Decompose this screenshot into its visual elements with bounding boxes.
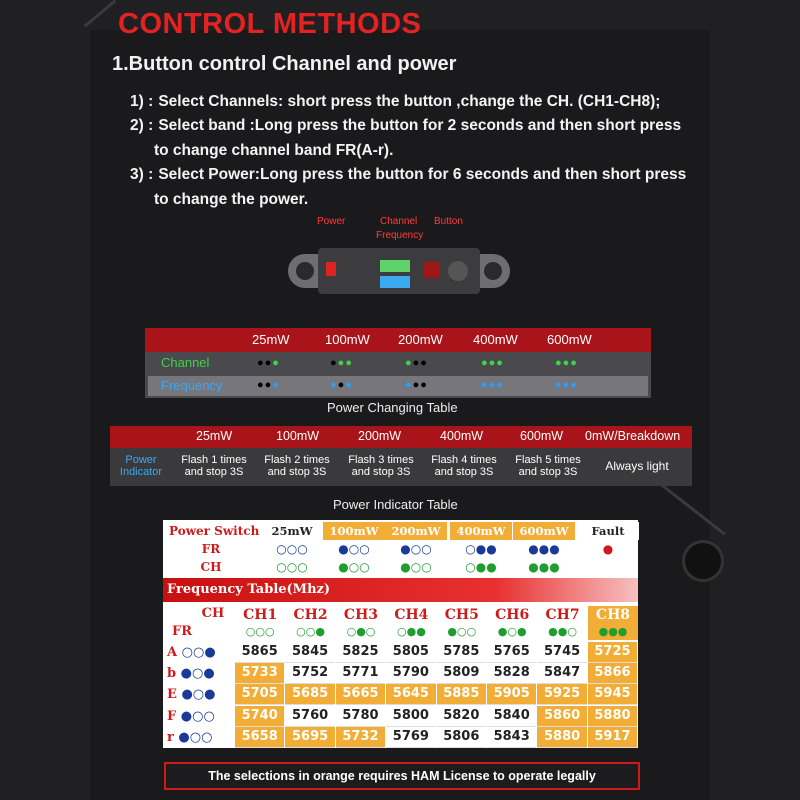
pit-cell-400mw: Flash 4 times and stop 3S xyxy=(431,454,497,478)
frequency-cell: 5865 xyxy=(235,642,284,663)
frequency-cell: 5866 xyxy=(588,663,637,684)
ch-dots: ●●● xyxy=(528,560,560,574)
frequency-cell: 5800 xyxy=(386,706,435,727)
ch-corner-label: CH xyxy=(201,606,225,621)
frequency-dots-25mw: ●●● xyxy=(257,379,280,391)
fr-dots: ●○○ xyxy=(400,542,432,556)
frequency-cell: 5880 xyxy=(588,706,637,727)
channel-dots: ○●● xyxy=(396,625,426,638)
frequency-cell: 5733 xyxy=(235,663,284,684)
step-text: Select Power:Long press the button for 6 seconds and then short press xyxy=(158,166,687,183)
frequency-cell: 5771 xyxy=(336,663,385,684)
pit-cell-600mw: Flash 5 times and stop 3S xyxy=(515,454,581,478)
frequency-dots-600mw: ●●● xyxy=(555,379,578,391)
frequency-cell: 5806 xyxy=(437,727,486,748)
frequency-cell: 5905 xyxy=(487,684,536,705)
channel-label: Channel xyxy=(161,355,210,370)
frequency-cell: 5765 xyxy=(487,642,536,663)
frequency-cell: 5945 xyxy=(588,684,637,705)
step-text: to change channel band FR(A-r). xyxy=(154,142,394,159)
frequency-cell: 5860 xyxy=(537,706,586,727)
frequency-cell: 5645 xyxy=(386,684,435,705)
power-indicator-label: Power Indicator xyxy=(119,454,163,478)
pit-cell-200mw: Flash 3 times and stop 3S xyxy=(348,454,414,478)
channel-dots-600mw: ●●● xyxy=(555,357,578,369)
frequency-cell: 5685 xyxy=(285,684,334,705)
page-title: CONTROL METHODS xyxy=(118,8,422,40)
frequency-cell: 5847 xyxy=(537,663,586,684)
channel-dots-100mw: ●●● xyxy=(330,357,353,369)
frequency-cell: 5825 xyxy=(336,642,385,663)
frequency-cell: 5732 xyxy=(336,727,385,748)
channel-dots: ●○○ xyxy=(447,625,477,638)
power-switch-header: Fault xyxy=(577,522,639,540)
frequency-cell: 5845 xyxy=(285,642,334,663)
frequency-dots-200mw: ●●● xyxy=(405,379,428,391)
pct-header-25mw: 25mW xyxy=(252,332,290,347)
frequency-cell: 5752 xyxy=(285,663,334,684)
channel-header: CH4 xyxy=(394,607,429,623)
channel-dots: ●○● xyxy=(497,625,527,638)
board-label-channel: Channel xyxy=(380,216,418,227)
channel-header: CH5 xyxy=(444,607,479,623)
frequency-cell: 5805 xyxy=(386,642,435,663)
frequency-power-table-content xyxy=(163,520,638,748)
fr-label: FR xyxy=(201,542,221,556)
pit-header-200mw: 200mW xyxy=(358,429,402,443)
channel-header: CH8 xyxy=(588,606,638,624)
step-number: 1) : xyxy=(130,93,154,110)
board-label-button: Button xyxy=(434,216,463,227)
channel-dots: ●●○ xyxy=(548,625,577,638)
channel-dots: ○●○ xyxy=(346,625,376,638)
channel-dots-25mw: ●●● xyxy=(257,357,280,369)
power-switch-header: 200mW xyxy=(385,522,447,540)
vtx-board-image xyxy=(288,248,510,294)
step-number: 2) : xyxy=(130,117,154,134)
ham-license-notice: The selections in orange requires HAM License to operate legally xyxy=(164,762,640,790)
power-switch-header: 600mW xyxy=(513,522,575,540)
fr-corner-label: FR xyxy=(171,624,193,639)
ch-dots: ○●● xyxy=(465,560,497,574)
step-text: Select Channels: short press the button ,change the CH. (CH1-CH8); xyxy=(158,93,661,110)
pct-header-400mw: 400mW xyxy=(473,332,518,347)
frequency-dots-400mw: ●●● xyxy=(481,379,504,391)
pit-header-400mw: 400mW xyxy=(440,429,484,443)
fr-dots: ○●● xyxy=(465,542,497,556)
frequency-cell: 5745 xyxy=(537,642,586,663)
pit-header-25mw: 25mW xyxy=(196,429,233,443)
power-switch-header: 400mW xyxy=(450,522,512,540)
frequency-label: Frequency xyxy=(161,378,223,393)
pit-cell-100mw: Flash 2 times and stop 3S xyxy=(264,454,330,478)
frequency-cell: 5785 xyxy=(437,642,486,663)
frequency-dots-100mw: ●●● xyxy=(330,379,353,391)
channel-dots-400mw: ●●● xyxy=(481,357,504,369)
pct-header-200mw: 200mW xyxy=(398,332,443,347)
frequency-cell: 5843 xyxy=(487,727,536,748)
band-label: r ●○○ xyxy=(167,729,213,745)
ch-dots: ●○○ xyxy=(400,560,432,574)
channel-header: CH2 xyxy=(293,607,328,623)
frequency-cell: 5740 xyxy=(235,706,284,727)
step-3 xyxy=(130,162,690,212)
decorative-knob xyxy=(682,540,724,582)
power-switch-header: 25mW xyxy=(261,522,323,540)
band-label: b ●○● xyxy=(167,666,215,682)
pct-header-600mw: 600mW xyxy=(547,332,592,347)
band-label: A ○○● xyxy=(167,645,216,660)
frequency-cell: 5809 xyxy=(437,663,486,684)
frequency-cell: 5725 xyxy=(588,642,637,663)
ch-dots: ●○○ xyxy=(338,560,370,574)
frequency-cell: 5760 xyxy=(285,706,334,727)
pit-cell-breakdown: Always light xyxy=(605,459,669,473)
power-indicator-caption: Power Indicator Table xyxy=(333,497,458,512)
step-number: 3) : xyxy=(130,166,154,183)
channel-header: CH3 xyxy=(343,607,379,623)
channel-header: CH1 xyxy=(243,607,278,623)
frequency-cell: 5925 xyxy=(537,684,586,705)
power-changing-caption: Power Changing Table xyxy=(327,400,458,415)
frequency-cell: 5840 xyxy=(487,706,536,727)
channel-dots: ○○● xyxy=(296,625,325,638)
band-label: E ●○● xyxy=(167,687,216,703)
frequency-cell: 5695 xyxy=(285,727,334,748)
channel-header: CH6 xyxy=(495,607,530,623)
step-1 xyxy=(130,89,690,114)
frequency-cell: 5665 xyxy=(336,684,385,705)
ch-label: CH xyxy=(200,560,222,574)
fr-dots: ●●● xyxy=(528,542,560,556)
frequency-cell: 5828 xyxy=(487,663,536,684)
step-text: to change the power. xyxy=(154,191,309,208)
fr-dots: ●○○ xyxy=(338,542,370,556)
power-switch-label: Power Switch xyxy=(163,522,265,540)
frequency-cell: 5780 xyxy=(336,706,385,727)
frequency-cell: 5705 xyxy=(235,684,284,705)
band-label: F ●○○ xyxy=(167,708,215,724)
channel-header: CH7 xyxy=(545,607,580,623)
frequency-cell: 5820 xyxy=(437,706,486,727)
channel-dots: ○○○ xyxy=(245,625,275,638)
pit-cell-25mw: Flash 1 times and stop 3S xyxy=(181,454,247,478)
step-2 xyxy=(130,113,690,163)
pit-header-100mw: 100mW xyxy=(276,429,320,443)
channel-dots-200mw: ●●● xyxy=(405,357,428,369)
frequency-cell: 5917 xyxy=(588,727,637,748)
section-subtitle: 1.Button control Channel and power xyxy=(112,53,457,75)
fr-dots: ○○○ xyxy=(276,542,308,556)
frequency-cell: 5769 xyxy=(386,727,435,748)
board-label-frequency: Frequency xyxy=(376,230,424,241)
frequency-cell: 5790 xyxy=(386,663,435,684)
frequency-table-title: Frequency Table(Mhz) xyxy=(167,582,331,597)
board-label-power: Power xyxy=(317,216,346,227)
channel-dots: ●●● xyxy=(588,624,638,640)
pct-header-100mw: 100mW xyxy=(325,332,370,347)
frequency-cell: 5880 xyxy=(537,727,586,748)
frequency-cell: 5885 xyxy=(437,684,486,705)
fr-dots: ● xyxy=(602,542,614,556)
pit-header-breakdown: 0mW/Breakdown xyxy=(585,429,681,443)
ch-dots: ○○○ xyxy=(276,560,308,574)
power-switch-header: 100mW xyxy=(323,522,385,540)
step-text: Select band :Long press the button for 2 seconds and then short press xyxy=(158,117,682,134)
frequency-cell: 5658 xyxy=(235,727,284,748)
decorative-line xyxy=(84,0,117,28)
pit-header-600mw: 600mW xyxy=(520,429,564,443)
